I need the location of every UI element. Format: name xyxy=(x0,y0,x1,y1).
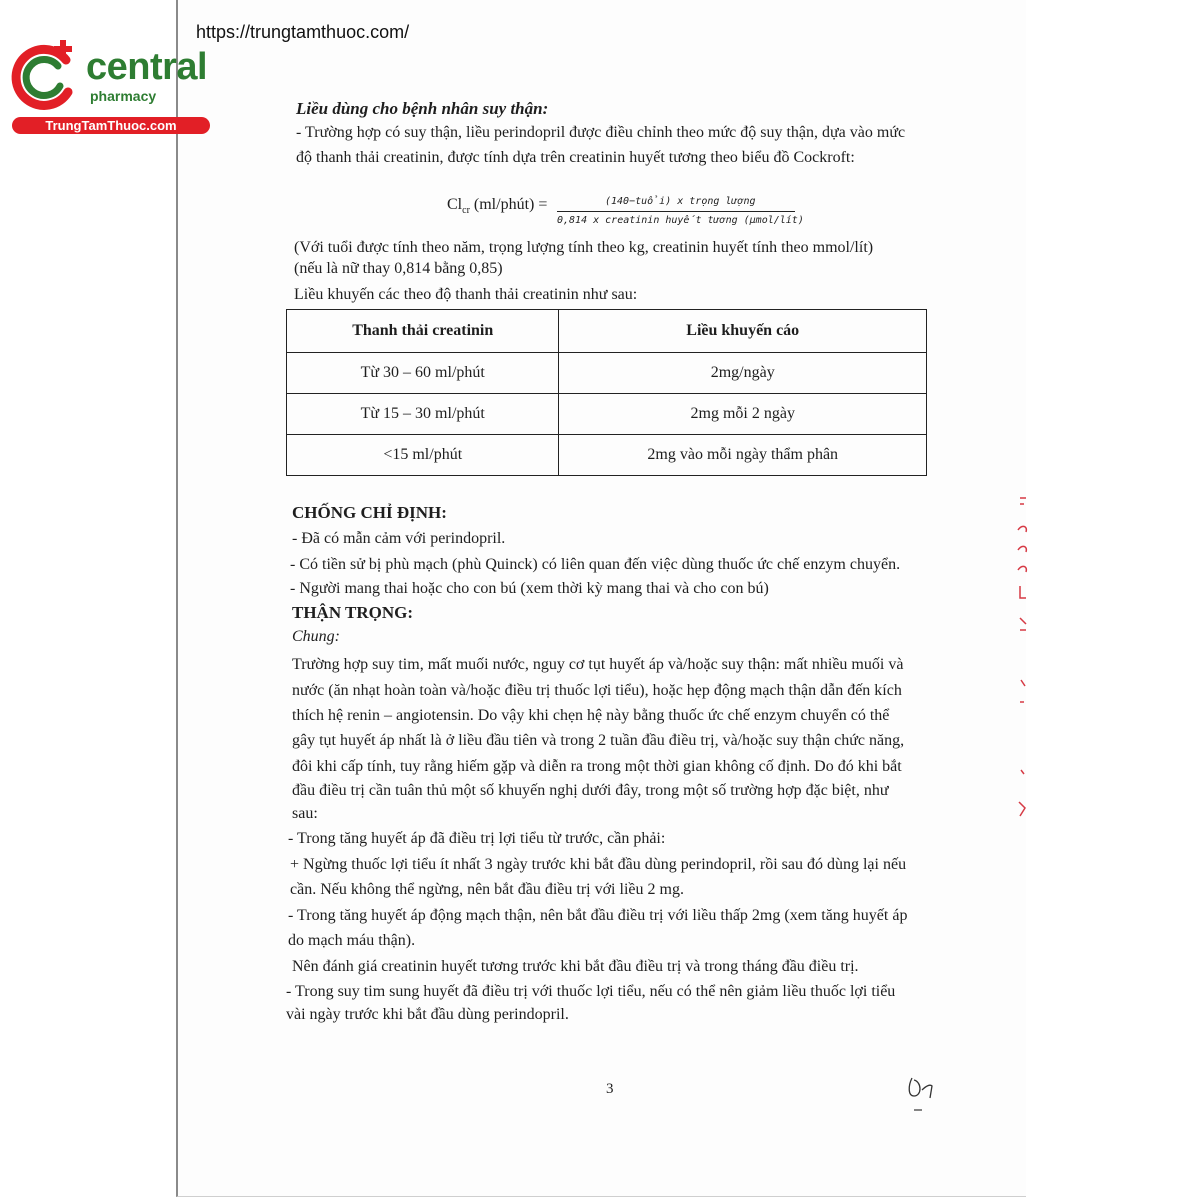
formula-numerator: (140−tuổi) x trọng lượng xyxy=(605,196,756,207)
caution-item: do mạch máu thận). xyxy=(288,932,416,949)
contra-item: - Đã có mẫn cảm với perindopril. xyxy=(292,530,506,547)
scan-margin xyxy=(0,0,176,1200)
stamp-edge-marks-icon xyxy=(1012,490,1032,820)
table-cell: 2mg vào mỗi ngày thẩm phân xyxy=(559,435,927,476)
table-cell: Từ 30 – 60 ml/phút xyxy=(287,353,559,394)
table-header-cell: Liều khuyến cáo xyxy=(559,310,927,353)
caution-item: vài ngày trước khi bắt đầu dùng perindopril. xyxy=(286,1006,569,1023)
caution-item: cần. Nếu không thể ngừng, nên bắt đầu điều trị với liều 2 mg. xyxy=(290,881,684,898)
caution-paragraph-line: thích hệ renin – angiotensin. Do vậy khi chẹn hệ này bằng thuốc ức chế enzym chuyển có thể xyxy=(292,707,890,724)
handwritten-initials-icon xyxy=(902,1072,942,1112)
formula-note-line: (nếu là nữ thay 0,814 bằng 0,85) xyxy=(294,260,503,277)
caution-paragraph-line: gây tụt huyết áp nhất là ở liều đầu tiên và trong 2 tuần đầu điều trị, và/hoặc suy thận chức năng, xyxy=(292,732,905,749)
formula-cr-sub: cr xyxy=(462,205,470,217)
table-cell: Từ 15 – 30 ml/phút xyxy=(287,394,559,435)
formula-cl: Cl xyxy=(447,196,463,213)
renal-paragraph-line: - Trường hợp có suy thận, liều perindopril được điều chỉnh theo mức độ suy thận, dựa vào mức xyxy=(296,124,906,141)
caution-item: Nên đánh giá creatinin huyết tương trước khi bắt đầu điều trị và trong tháng đầu điều trị. xyxy=(292,958,859,975)
contra-heading: CHỐNG CHỈ ĐỊNH: xyxy=(292,503,447,522)
caution-subheading: Chung: xyxy=(292,628,340,645)
table-row xyxy=(287,394,927,435)
table-intro: Liều khuyến các theo độ thanh thải creatinin như sau: xyxy=(294,286,638,303)
table-cell: <15 ml/phút xyxy=(287,435,559,476)
caution-paragraph-line: đôi khi cấp tính, tuy rằng hiếm gặp và diễn ra trong một thời gian không cố định. Do đó khi bắt xyxy=(292,758,902,775)
table-row xyxy=(287,353,927,394)
fraction-bar xyxy=(557,211,795,212)
logo-wordmark: central xyxy=(86,46,208,88)
contra-item: - Người mang thai hoặc cho con bú (xem thời kỳ mang thai và cho con bú) xyxy=(290,580,769,597)
cockroft-formula-lhs xyxy=(447,196,547,216)
caution-paragraph-line: nước (ăn nhạt hoàn toàn và/hoặc điều trị thuốc lợi tiểu), hoặc hẹp động mạch thận dẫn đến kích xyxy=(292,682,902,699)
contra-item: - Có tiền sử bị phù mạch (phù Quinck) có liên quan đến việc dùng thuốc ức chế enzym chuyển. xyxy=(290,556,901,573)
logo-c-icon xyxy=(8,36,88,116)
dose-table xyxy=(286,309,927,476)
caution-item: - Trong tăng huyết áp động mạch thận, nên bắt đầu điều trị với liều thấp 2mg (xem tăng huyết áp xyxy=(288,907,908,924)
page-number: 3 xyxy=(606,1081,614,1097)
table-cell: 2mg/ngày xyxy=(559,353,927,394)
caution-heading: THẬN TRỌNG: xyxy=(292,603,414,622)
formula-note-line: (Với tuổi được tính theo năm, trọng lượng tính theo kg, creatinin huyết tính theo mmol/lít) xyxy=(294,239,874,256)
table-header-cell: Thanh thải creatinin xyxy=(287,310,559,353)
logo-subtitle: pharmacy xyxy=(90,88,157,104)
watermark-url[interactable]: https://trungtamthuoc.com/ xyxy=(196,22,410,42)
caution-item: - Trong tăng huyết áp đã điều trị lợi tiểu từ trước, cần phải: xyxy=(288,830,666,847)
table-header-row xyxy=(287,310,927,353)
formula-unit: (ml/phút) = xyxy=(469,196,548,213)
formula-denominator: 0,814 x creatinin huyết tương (μmol/lít) xyxy=(557,215,804,226)
table-row xyxy=(287,435,927,476)
renal-paragraph-line: độ thanh thải creatinin, được tính dựa trên creatinin huyết tương theo biểu đồ Cockroft: xyxy=(296,149,855,166)
caution-item: + Ngừng thuốc lợi tiểu ít nhất 3 ngày trước khi bắt đầu dùng perindopril, rồi sau đó dùng lại nếu xyxy=(290,856,907,873)
caution-paragraph-line: sau: xyxy=(292,805,318,822)
caution-item: - Trong suy tim sung huyết đã điều trị với thuốc lợi tiểu, nếu có thể nên giảm liều thuốc lợi tiểu xyxy=(286,983,896,1000)
renal-heading: Liều dùng cho bệnh nhân suy thận: xyxy=(296,99,549,118)
caution-paragraph-line: đầu điều trị cần tuân thủ một số khuyến nghị dưới đây, trong một số trường hợp đặc biệt, như xyxy=(292,782,889,799)
logo-site-bar: TrungTamThuoc.com xyxy=(12,117,210,134)
table-cell: 2mg mỗi 2 ngày xyxy=(559,394,927,435)
caution-paragraph-line: Trường hợp suy tim, mất muối nước, nguy cơ tụt huyết áp và/hoặc suy thận: mất nhiều muối và xyxy=(292,656,904,673)
